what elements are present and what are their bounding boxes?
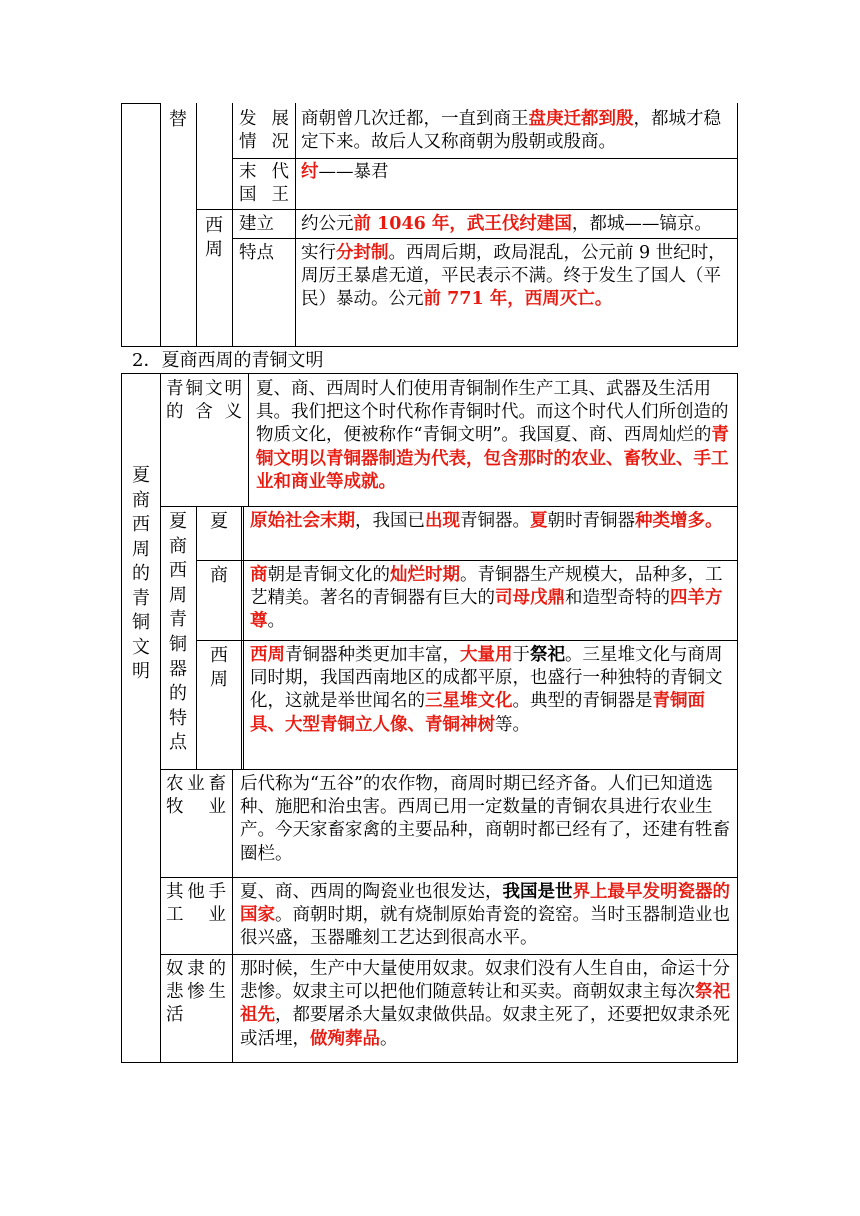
highlight-text: 青铜文明以青铜器制造为代表，包含那时的农业、畜牧业、手工业和商业等成就。 xyxy=(256,425,729,492)
dynasty-label: 夏 xyxy=(210,511,228,532)
row-content xyxy=(301,213,735,236)
highlight-text: 出现 xyxy=(425,511,460,531)
row-label: 末 代 国王 xyxy=(239,162,289,206)
body-text: 约公元 xyxy=(301,214,354,234)
row-content xyxy=(240,958,733,1051)
row-label: 特点 xyxy=(239,243,274,263)
highlight-text: 夏 xyxy=(530,511,548,531)
body-text: 青铜器种类更加丰富， xyxy=(285,645,460,665)
body-text: 那时候，生产中大量使用奴隶。奴隶们没有人生自由，命运十分悲惨。奴隶主可以把他们随意转让和买卖。商朝奴隶主每次 xyxy=(240,959,730,1003)
body-text: ，我国已 xyxy=(355,511,425,531)
highlight-text: 纣 xyxy=(301,162,319,182)
body-text: 我国夏、商、西周灿烂的 xyxy=(518,425,712,446)
side-label: 夏 商 西 周 的 青 铜 文 明 xyxy=(132,465,150,682)
highlight-text: 前 771 年，西周灭亡。 xyxy=(423,289,613,310)
highlight-text: 前 1046 年，武王伐纣建国 xyxy=(353,214,572,234)
row-content xyxy=(301,108,733,154)
highlight-text: 做殉葬品 xyxy=(310,1028,380,1049)
body-text: 等。 xyxy=(495,714,530,735)
highlight-text: 西周 xyxy=(250,645,285,665)
row-content xyxy=(301,242,733,312)
body-text: ，都城——镐京。 xyxy=(571,214,712,234)
body-text: 。青铜器生产规模大，品种多，工艺精美。著名的青铜器有巨大的 xyxy=(250,565,723,609)
highlight-text: 分封制 xyxy=(336,243,389,263)
highlight-text: 灿烂时期 xyxy=(390,565,460,585)
body-text: 。商朝时期，就有烧制原始青瓷的瓷窑。当时玉器制造业也很兴盛，玉器雕刻工艺达到很高水平。 xyxy=(240,905,730,949)
body-text: 朝是青铜文化的 xyxy=(267,565,390,585)
bold-text: 祭祀 xyxy=(530,645,565,665)
body-text: ——暴君 xyxy=(318,162,389,182)
group-label: 西 周 xyxy=(205,215,223,261)
row-label: 建立 xyxy=(239,214,274,234)
highlight-text: 三星堆文化 xyxy=(425,691,513,712)
body-text: 青铜器。 xyxy=(460,511,530,531)
body-text: 于 xyxy=(512,645,530,665)
highlight-text: 商 xyxy=(250,565,268,585)
body-text: 。西周后期，政局混乱，公元前 9 世纪时，周厉王暴虐无道，平民表示不满。终于发生了国人（平民）暴动。公元 xyxy=(301,243,726,310)
row-label: 农业畜牧业 xyxy=(166,774,226,818)
row-label: 发 展 情况 xyxy=(239,109,289,153)
body-text: 后代称为“五谷”的农作物，商周时期已经齐备。人们已知道选种、施肥和治虫害。西周已用一定数量的青铜农具进行农业生产。今天家畜家禽的主要品种，商朝时都已经有了，还建有牲畜圈栏。 xyxy=(240,774,730,864)
highlight-text: 界上最早发明瓷器的国家 xyxy=(240,882,730,926)
body-text: ，都要屠杀大量奴隶做供品。奴隶主死了，还要把奴隶杀死或活埋， xyxy=(240,1005,730,1049)
highlight-text: 四羊方尊 xyxy=(250,588,723,632)
body-text: 。三星堆文化与商周同时期，我国西南地区的成都平原，也盛行一种独特的青铜文化，这就是举世闻名的 xyxy=(250,645,723,712)
highlight-text: 种类增多。 xyxy=(635,511,723,531)
highlight-text: 盘庚迁都到殷 xyxy=(528,109,634,129)
feature-content xyxy=(250,644,733,737)
section-heading: 2．夏商西周的青铜文明 xyxy=(132,350,324,371)
highlight-text: 司母戊鼎 xyxy=(495,588,565,609)
body-text: 和造型奇特的 xyxy=(565,588,670,609)
highlight-text: 大量用 xyxy=(460,645,513,665)
body-text: 商朝曾几次迁都，一直到商王 xyxy=(301,109,529,129)
feature-content xyxy=(250,510,733,533)
row-label: 其他手工业 xyxy=(166,882,226,926)
row-content xyxy=(240,881,733,951)
row-content xyxy=(301,161,733,184)
highlight-text: 青铜面具、大型青铜立人像、青铜神树 xyxy=(250,691,705,735)
body-text: 。典型的青铜器是 xyxy=(512,691,653,712)
highlight-text: 祭祀祖先 xyxy=(240,982,730,1026)
row-content xyxy=(240,773,733,866)
body-text: 。 xyxy=(380,1028,398,1049)
dynasty-label: 西 周 xyxy=(210,645,228,691)
meaning-content xyxy=(256,378,733,494)
feature-content xyxy=(250,564,733,634)
dynasty-label: 商 xyxy=(210,565,228,586)
bold-text: 我国是世 xyxy=(502,882,573,902)
body-text: 。 xyxy=(267,611,285,632)
body-text: ，都城才稳定下来。故后人又称商朝为殷朝或殷商。 xyxy=(301,109,721,153)
row-label: 奴隶的悲惨生活 xyxy=(166,959,226,1026)
features-label: 夏 商 西 周 青 铜 器 的 特 点 xyxy=(169,511,187,754)
body-text: 实行 xyxy=(301,243,336,263)
body-text: 朝时青铜器 xyxy=(547,511,635,531)
col-label: 替 xyxy=(169,109,187,130)
body-text: 夏、商、西周时人们使用青铜制作生产工具、武器及生活用具。我们把这个时代称作青铜时代。而这个时代人们所创造的物质文化，便被称作“青铜文明”。 xyxy=(256,379,729,446)
body-text: 夏、商、西周的陶瓷业也很发达， xyxy=(240,882,503,902)
highlight-text: 原始社会末期 xyxy=(250,511,355,531)
meaning-label: 青铜文明的含义 xyxy=(166,379,242,423)
